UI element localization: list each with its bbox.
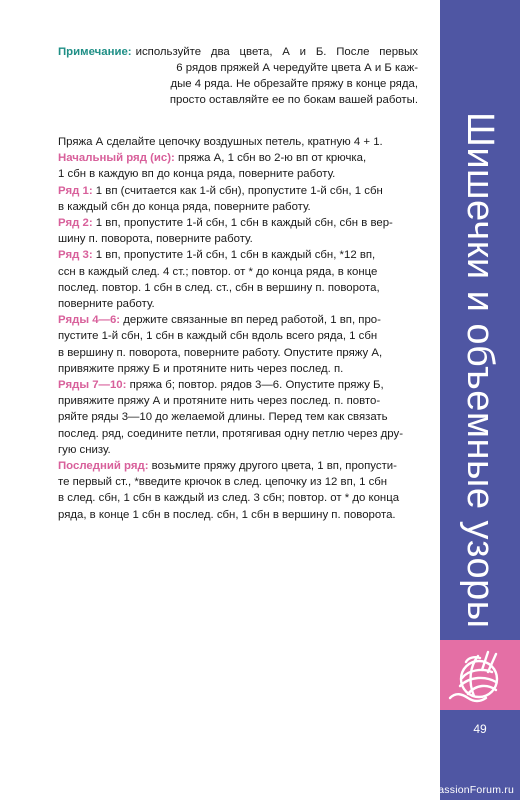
row-text: в след. сбн, 1 сбн в каждый из след. 3 сбн; повтор. от * до конца — [58, 492, 400, 505]
row-last — [58, 458, 418, 523]
row-text: пряжа А, 1 сбн во 2-ю вп от крючка, — [174, 152, 367, 165]
row-text: в каждый сбн до конца ряда, поверните работу. — [58, 200, 311, 213]
chapter-title-text: Шишечки и объемные узоры — [459, 112, 501, 629]
row-text: те первый ст., *введите крючок в след. цепочку из 12 вп, 1 сбн — [58, 476, 388, 489]
watermark: PassionForum.ru — [431, 784, 514, 796]
note-line: 6 рядов пряжей А чередуйте цвета А и Б каж- — [176, 62, 418, 74]
row-text: 1 вп, пропустите 1-й сбн, 1 сбн в каждый сбн, сбн в вер- — [92, 217, 393, 230]
row-text: пустите 1-й сбн, 1 сбн в каждый сбн вдоль всего ряда, 1 сбн — [58, 330, 378, 343]
instructions — [58, 134, 418, 523]
row-label: Ряды 7—10: — [58, 379, 127, 392]
row-text: гую снизу. — [58, 443, 111, 456]
page-number: 49 — [473, 722, 487, 736]
row-start — [58, 150, 418, 182]
row-1 — [58, 183, 418, 215]
note-text — [136, 44, 418, 108]
note-line: используйте два цвета, А и Б. После первых — [135, 46, 418, 58]
row-text: пряжа б; повтор. рядов 3—6. Опустите пряжу Б, — [126, 379, 384, 392]
row-3 — [58, 247, 418, 312]
note-line: просто оставляйте ее по бокам вашей работы. — [169, 94, 418, 106]
row-text: в вершину п. поворота, поверните работу. Опустите пряжу А, — [58, 346, 383, 359]
rows-4-6 — [58, 312, 418, 377]
row-text: 1 сбн в каждую вп до конца ряда, поверните работу. — [58, 168, 336, 181]
row-text: послед. ряд, соедините петли, протягивая одну петлю через дру- — [58, 427, 404, 440]
row-label: Ряды 4—6: — [58, 314, 121, 327]
intro-text: Пряжа А сделайте цепочку воздушных петель, кратную 4 + 1. — [58, 136, 383, 148]
row-2 — [58, 215, 418, 247]
chapter-title — [440, 0, 520, 640]
note-block — [58, 44, 418, 108]
note-line: дые 4 ряда. Не обрезайте пряжу в конце ряда, — [170, 78, 418, 90]
row-text: держите связанные вп перед работой, 1 вп, про- — [120, 314, 381, 327]
row-text: 1 вп, пропустите 1-й сбн, 1 сбн в каждый сбн, *12 вп, — [92, 249, 376, 262]
row-text: ряда, в конце 1 сбн в послед. сбн, 1 сбн в вершину п. поворота. — [58, 508, 396, 521]
row-text: шину п. поворота, поверните работу. — [58, 233, 253, 246]
row-text: послед. повтор. 1 сбн в след. ст., сбн в вершину п. поворота, — [58, 281, 380, 294]
row-label: Ряд 2: — [58, 217, 93, 230]
row-text: 1 вп (считается как 1-й сбн), пропустите 1-й сбн, 1 сбн — [92, 184, 383, 197]
row-text: поверните работу. — [58, 298, 155, 311]
row-text: ссн в каждый след. 4 ст.; повтор. от * до конца ряда, в конце — [58, 265, 378, 278]
row-label: Ряд 1: — [58, 184, 93, 197]
row-label: Последний ряд: — [58, 460, 149, 473]
rows-7-10 — [58, 377, 418, 458]
yarn-ball-icon — [448, 648, 508, 706]
row-text: привяжите пряжу Б и протяните нить через послед. п. — [58, 362, 344, 375]
note-label: Примечание: — [58, 46, 132, 58]
row-label: Ряд 3: — [58, 249, 93, 262]
intro-paragraph — [58, 134, 418, 150]
row-text: возьмите пряжу другого цвета, 1 вп, пропусти- — [148, 460, 397, 473]
row-label: Начальный ряд (ис): — [58, 152, 175, 165]
row-text: привяжите пряжу А и протяните нить через послед. п. повто- — [58, 395, 381, 408]
row-text: ряйте ряды 3—10 до желаемой длины. Перед тем как связать — [58, 411, 388, 424]
